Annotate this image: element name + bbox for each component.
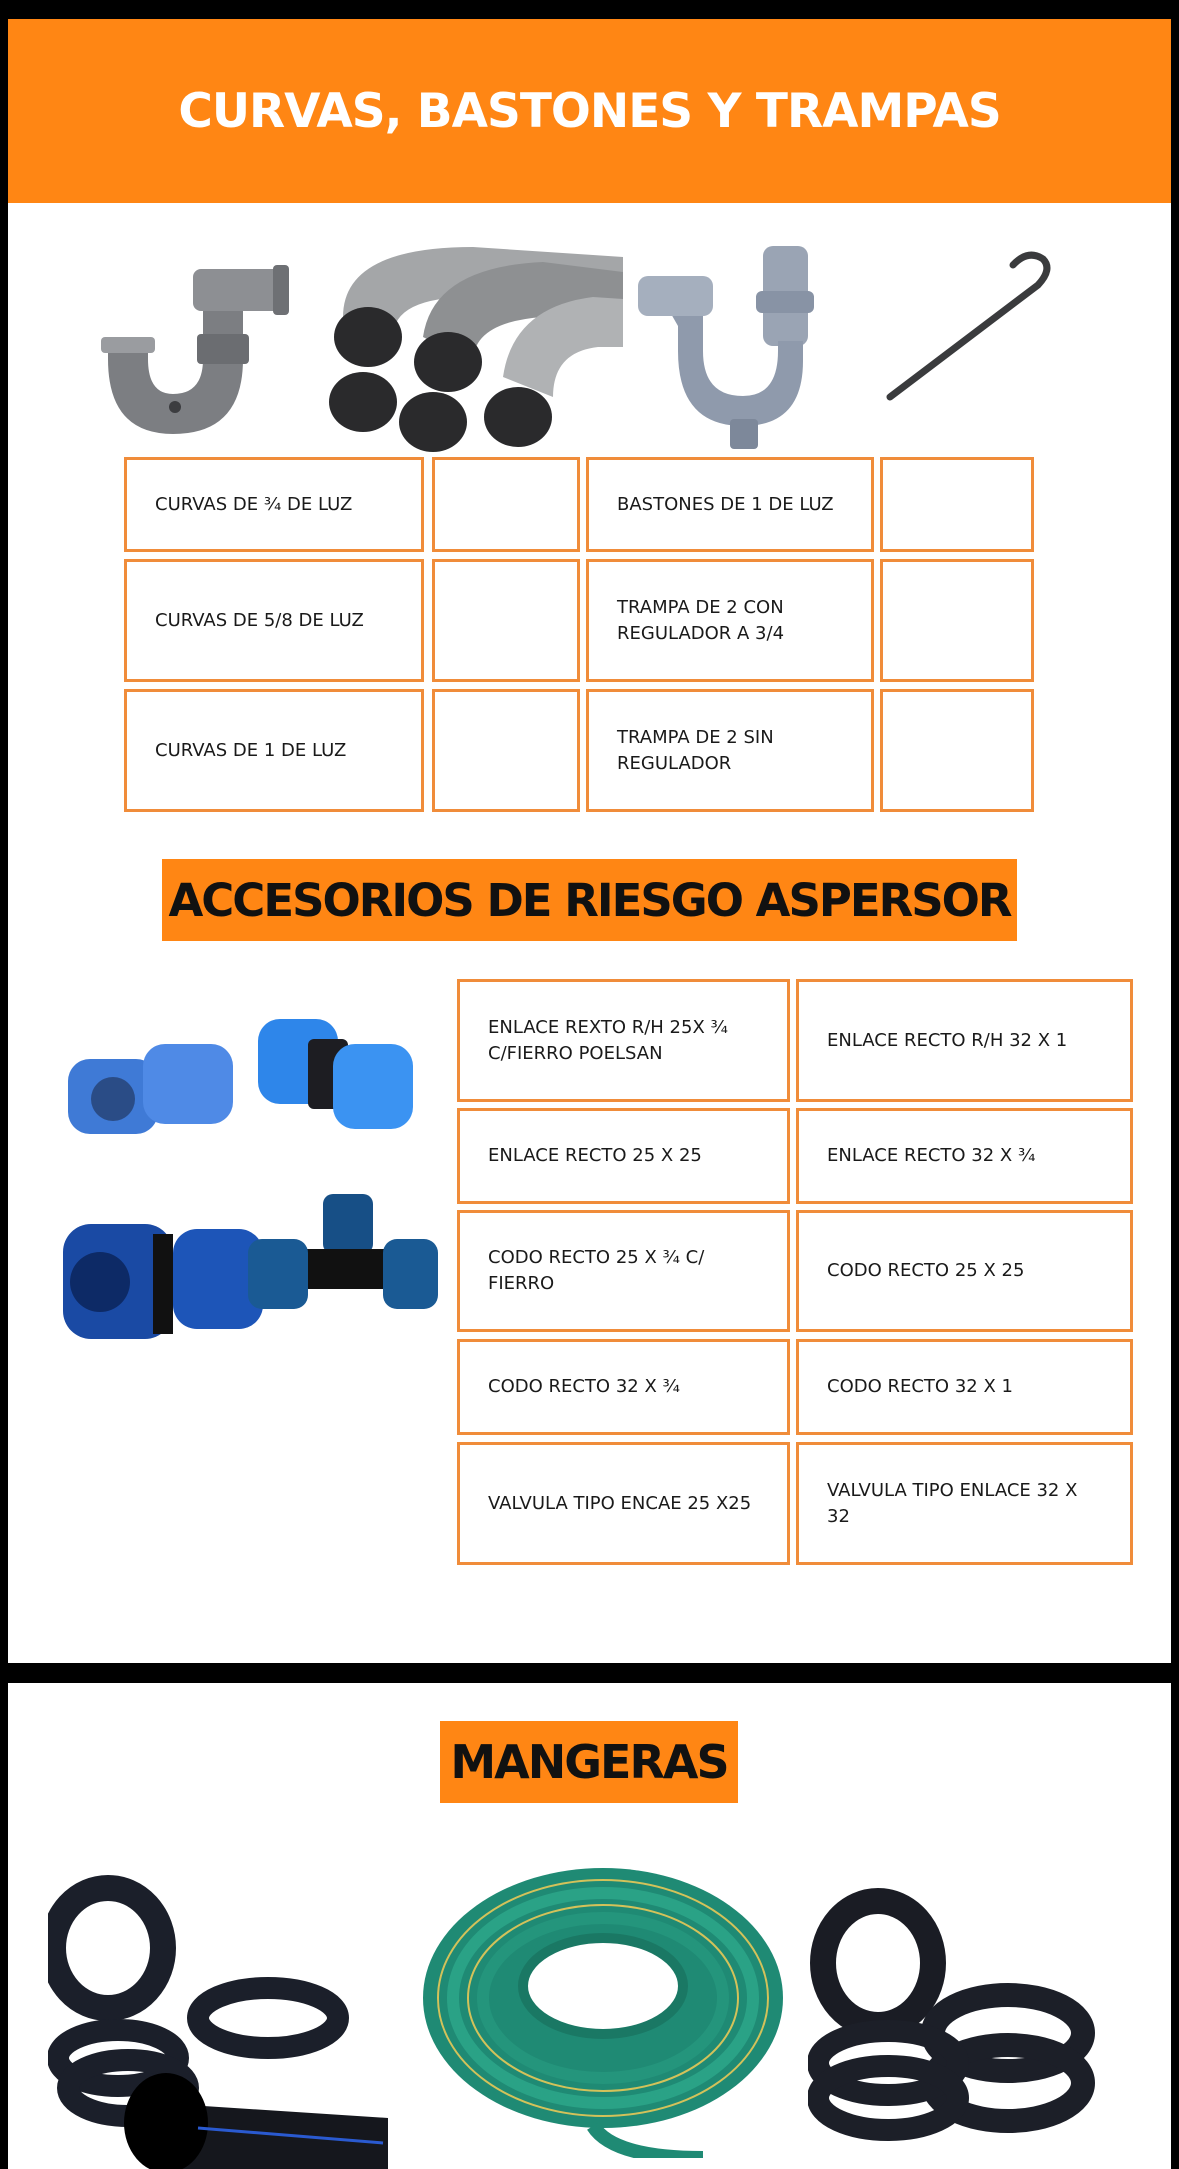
table-cell: ENLACE RECTO 25 X 25 xyxy=(457,1108,790,1204)
section-title-curvas: CURVAS, BASTONES Y TRAMPAS xyxy=(178,83,1001,139)
table-cell: BASTONES DE 1 DE LUZ xyxy=(586,457,874,552)
table-cell: VALVULA TIPO ENLACE 32 X 32 xyxy=(796,1442,1133,1565)
table-cell: TRAMPA DE 2 SIN REGULADOR xyxy=(586,689,874,812)
table-cell: TRAMPA DE 2 CON REGULADOR A 3/4 xyxy=(586,559,874,682)
garden-hose-image xyxy=(413,1858,803,2158)
table-cell xyxy=(880,689,1034,812)
table-cell: CURVAS DE ¾ DE LUZ xyxy=(124,457,424,552)
table-cell xyxy=(432,457,580,552)
table-cell xyxy=(880,559,1034,682)
table-cell: ENLACE RECTO 32 X ¾ xyxy=(796,1108,1133,1204)
table-cell: CODO RECTO 25 X 25 xyxy=(796,1210,1133,1332)
poly-pipe-coils-image xyxy=(48,1873,408,2169)
table-cell xyxy=(432,559,580,682)
section-heading-accesorios: ACCESORIOS DE RIESGO ASPERSOR xyxy=(162,859,1017,941)
catalog-panel-bottom xyxy=(8,1683,1171,2169)
table-cell: ENLACE REXTO R/H 25X ¾ C/FIERRO POELSAN xyxy=(457,979,790,1102)
black-pipe-rolls-image xyxy=(808,1883,1108,2143)
conduit-bends-image xyxy=(303,227,623,459)
table-cell: VALVULA TIPO ENCAE 25 X25 xyxy=(457,1442,790,1565)
section-heading-mangeras: MANGERAS xyxy=(440,1721,738,1803)
table-cell: CURVAS DE 1 DE LUZ xyxy=(124,689,424,812)
p-trap-image xyxy=(93,239,308,444)
table-cell xyxy=(432,689,580,812)
catalog-panel-top xyxy=(8,19,1171,1663)
table-cell xyxy=(880,457,1034,552)
sprinkler-fittings-image xyxy=(58,1004,438,1364)
table-cell: CODO RECTO 32 X ¾ xyxy=(457,1339,790,1435)
table-cell: CODO RECTO 32 X 1 xyxy=(796,1339,1133,1435)
table-cell: ENLACE RECTO R/H 32 X 1 xyxy=(796,979,1133,1102)
section-banner-curvas xyxy=(8,19,1171,203)
table-cell: CODO RECTO 25 X ¾ C/ FIERRO xyxy=(457,1210,790,1332)
p-trap-regulator-image xyxy=(618,231,843,456)
table-cell: CURVAS DE 5/8 DE LUZ xyxy=(124,559,424,682)
hook-rod-image xyxy=(878,247,1078,417)
